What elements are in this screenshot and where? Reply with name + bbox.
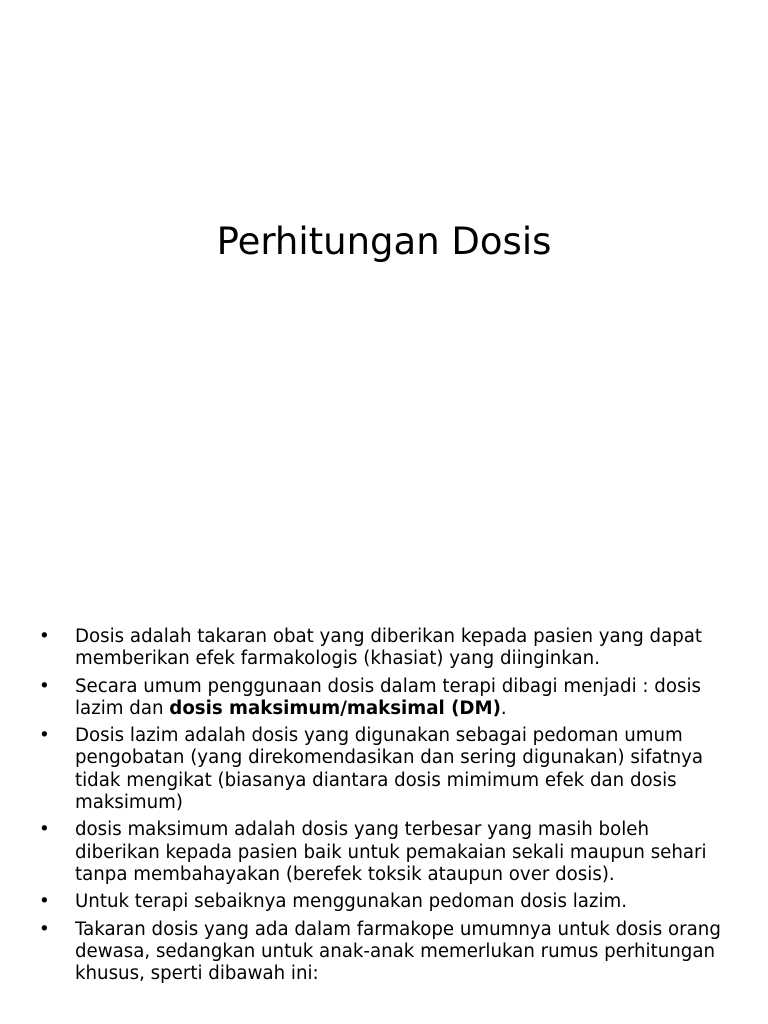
bullet-item [39, 819, 739, 886]
bullet-icon: • [39, 891, 50, 913]
bullet-text: Takaran dosis yang ada dalam farmakope umumnya untuk dosis orang dewasa, sedangkan untuk anak-anak memerlukan rumus perhitungan khusus, sperti dibawah ini: [75, 918, 721, 985]
bullet-item [39, 676, 739, 721]
bullet-text-before: Secara umum penggunaan dosis dalam terapi dibagi menjadi : dosis lazim dan [75, 675, 701, 719]
bullet-item [39, 725, 739, 814]
bullet-item [39, 919, 739, 986]
bullet-text: Dosis lazim adalah dosis yang digunakan sebagai pedoman umum pengobatan (yang direkomendasikan dan sering digunakan) sifatnya tidak mengikat (biasanya diantara dosis mimimum efek dan dosis maksimum) [75, 725, 704, 814]
bullet-icon: • [39, 675, 50, 697]
bullet-item [39, 891, 739, 913]
bullet-text [75, 676, 701, 719]
bullet-icon: • [39, 918, 50, 940]
slide-title: Perhitungan Dosis [216, 220, 552, 263]
bullet-text: Dosis adalah takaran obat yang diberikan kepada pasien yang dapat memberikan efek farmakologis (khasiat) yang diinginkan. [75, 626, 703, 670]
bullet-icon: • [39, 626, 50, 647]
bullet-text: dosis maksimum adalah dosis yang terbesar yang masih boleh diberikan kepada pasien baik untuk pemakaian sekali maupun sehari tanpa membahayakan (berefek toksik ataupun over dosis). [75, 819, 707, 885]
bullet-icon: • [39, 725, 50, 747]
bullet-icon: • [39, 819, 50, 841]
bullet-text-bold: dosis maksimum/maksimal (DM) [169, 697, 501, 719]
bullet-list [39, 626, 739, 990]
bullet-item [39, 626, 739, 671]
bullet-text-after: . [500, 697, 507, 719]
bullet-text: Untuk terapi sebaiknya menggunakan pedoman dosis lazim. [75, 891, 628, 913]
